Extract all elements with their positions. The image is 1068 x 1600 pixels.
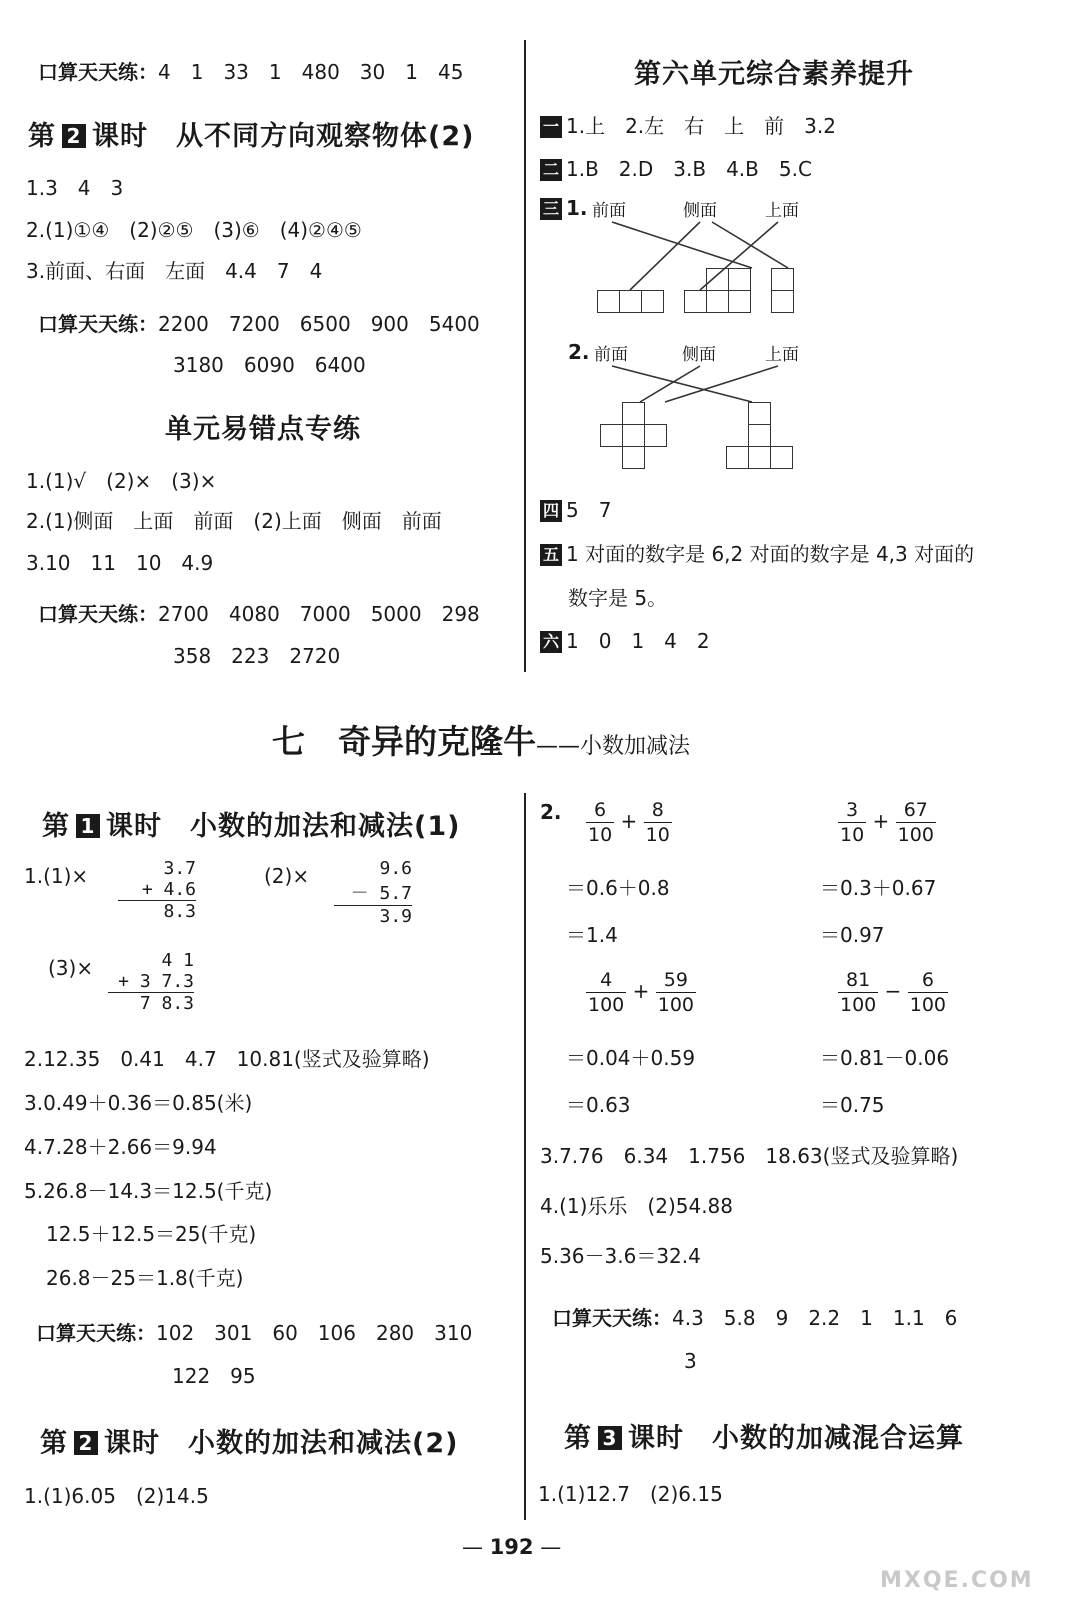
answer-line: 26.8－25＝1.8(千克) — [46, 1266, 244, 1290]
denominator: 100 — [897, 824, 934, 846]
unit6-review-title: 第六单元综合素养提升 — [634, 59, 914, 90]
matching-lines-diagram — [0, 0, 1068, 700]
kousuan-values-row2: 358 223 2720 — [173, 644, 341, 668]
answer-line: 5.26.8－14.3＝12.5(千克) — [24, 1179, 273, 1203]
calc-step: ＝1.4 — [566, 923, 618, 947]
calc-step: ＝0.3＋0.67 — [820, 876, 937, 900]
view-label: 侧面 — [683, 201, 717, 221]
operator: − — [884, 979, 902, 1003]
calc-operand: + 4.6 — [118, 879, 196, 901]
answer-text: 1 0 1 4 2 — [566, 629, 710, 653]
lesson-prefix: 第 — [40, 1428, 68, 1459]
chapter-heading — [272, 716, 690, 763]
denominator: 100 — [909, 994, 947, 1016]
answer-line: 2.(1)①④ (2)②⑤ (3)⑥ (4)②④⑤ — [26, 218, 362, 242]
lesson-title: 课时 从不同方向观察物体(2) — [92, 121, 475, 152]
numerator: 81 — [838, 968, 878, 993]
kousuan-values-row2: 122 95 — [172, 1364, 256, 1388]
section-marker: 五 — [540, 544, 562, 566]
calc-step: ＝0.6＋0.8 — [566, 876, 670, 900]
chapter-title: 七 奇异的克隆牛 — [272, 722, 536, 761]
answer-text: 1 对面的数字是 6,2 对面的数字是 4,3 对面的 — [566, 542, 975, 566]
calc-operand: 3.7 — [163, 858, 196, 879]
calc-step: ＝0.75 — [820, 1093, 885, 1117]
answer-line: 3.前面、右面 左面 4.4 7 4 — [26, 259, 323, 283]
calc-result: 3.9 — [379, 906, 412, 927]
answer-line: 3.10 11 10 4.9 — [26, 551, 214, 575]
vertical-calc-3 — [108, 950, 194, 1014]
numerator: 3 — [838, 798, 866, 823]
kousuan-label: 口算天天练： — [36, 1321, 156, 1345]
denominator: 100 — [657, 994, 695, 1016]
section-marker: 二 — [540, 159, 562, 181]
answer-text: 5 7 — [566, 498, 612, 522]
lesson3-heading — [564, 1416, 964, 1455]
lesson-number-badge: 3 — [598, 1426, 622, 1450]
sub-number: 1. — [566, 196, 588, 220]
answer-line: 2.(1)侧面 上面 前面 (2)上面 侧面 前面 — [26, 509, 442, 533]
vertical-calc-1 — [118, 858, 196, 922]
kousuan-line-5 — [552, 1302, 957, 1331]
answer-line: 1.3 4 3 — [26, 176, 124, 200]
answer-line: 2.12.35 0.41 4.7 10.81(竖式及验算略) — [24, 1047, 430, 1071]
review-answer-5 — [540, 538, 974, 567]
denominator: 10 — [645, 824, 670, 846]
denominator: 100 — [588, 994, 625, 1016]
review-answer-6 — [540, 625, 710, 654]
answer-line: 1.(1)6.05 (2)14.5 — [24, 1484, 209, 1508]
kousuan-values-row2: 3180 6090 6400 — [173, 353, 366, 377]
fraction-expr-4 — [838, 968, 948, 1017]
view-label: 上面 — [765, 345, 799, 365]
kousuan-values: 4.3 5.8 9 2.2 1 1.1 6 — [672, 1306, 958, 1330]
numerator: 8 — [644, 798, 672, 823]
kousuan-values: 4 1 33 1 480 30 1 45 — [158, 60, 464, 84]
fraction — [838, 968, 878, 1017]
fraction-expr-3 — [586, 968, 696, 1017]
calc-result: 7 8.3 — [139, 993, 194, 1014]
review-answer-4 — [540, 494, 611, 523]
fraction — [586, 968, 626, 1017]
answer-line: 3.0.49＋0.36＝0.85(米) — [24, 1091, 253, 1115]
section-marker: 四 — [540, 500, 562, 522]
unit-error-title: 单元易错点专练 — [165, 414, 361, 445]
operator: + — [632, 979, 650, 1003]
section-marker: 三 — [540, 198, 562, 220]
fraction-expr-2 — [838, 798, 936, 847]
calc-operand: － 5.7 — [334, 879, 412, 906]
view-label: 侧面 — [682, 345, 716, 365]
calc-step: ＝0.97 — [820, 923, 885, 947]
kousuan-values: 2200 7200 6500 900 5400 — [158, 312, 480, 336]
lesson-prefix: 第 — [42, 811, 70, 842]
numerator: 67 — [896, 798, 936, 823]
t-shape — [726, 402, 793, 469]
fraction — [656, 968, 696, 1017]
lesson1-heading — [42, 804, 460, 843]
side-view-shape — [684, 268, 751, 313]
top-view-shape — [771, 268, 794, 313]
q2-label: 2. — [540, 800, 562, 824]
calc-result: 8.3 — [163, 901, 196, 922]
calc-operand: + 3 7.3 — [108, 971, 194, 993]
lesson-prefix: 第 — [564, 1423, 592, 1454]
lesson-title: 课时 小数的加减混合运算 — [628, 1423, 964, 1454]
front-view-shape — [597, 290, 664, 313]
fraction-expr-1 — [586, 798, 672, 847]
answer-line: 1.(1)12.7 (2)6.15 — [538, 1482, 723, 1506]
numerator: 6 — [908, 968, 948, 993]
chapter-subtitle: ——小数加减法 — [536, 734, 691, 759]
fraction — [908, 968, 948, 1017]
lesson-number-badge: 2 — [62, 124, 86, 148]
fraction — [586, 798, 614, 847]
answer-line: 4.7.28＋2.66＝9.94 — [24, 1135, 217, 1159]
column-divider — [524, 793, 526, 1520]
view-label: 上面 — [765, 201, 799, 221]
operator: + — [872, 809, 890, 833]
numerator: 6 — [586, 798, 614, 823]
cross-shape — [600, 402, 667, 469]
q1-3-label: (3)× — [48, 956, 94, 980]
kousuan-label: 口算天天练： — [38, 60, 158, 84]
calc-step: ＝0.04＋0.59 — [566, 1046, 696, 1070]
answer-line: 5.36－3.6＝32.4 — [540, 1244, 701, 1268]
kousuan-label: 口算天天练： — [38, 602, 158, 626]
q1-2-label: (2)× — [264, 864, 310, 888]
q1-label: 1.(1)× — [24, 864, 89, 888]
fraction — [644, 798, 672, 847]
lesson-title: 课时 小数的加法和减法(2) — [104, 1428, 459, 1459]
kousuan-label: 口算天天练： — [552, 1306, 672, 1330]
lesson2b-heading — [40, 1421, 458, 1460]
fraction — [838, 798, 866, 847]
numerator: 59 — [656, 968, 696, 993]
kousuan-values-row2: 3 — [684, 1349, 697, 1373]
view-label: 前面 — [594, 345, 628, 365]
denominator: 100 — [840, 994, 877, 1016]
page-number: — 192 — — [462, 1535, 562, 1559]
denominator: 10 — [588, 824, 613, 846]
kousuan-label: 口算天天练： — [38, 312, 158, 336]
answer-text: 1.上 2.左 右 上 前 3.2 — [566, 114, 836, 138]
answer-line: 3.7.76 6.34 1.756 18.63(竖式及验算略) — [540, 1144, 959, 1168]
kousuan-line-4 — [36, 1317, 472, 1346]
kousuan-values: 2700 4080 7000 5000 298 — [158, 602, 480, 626]
denominator: 10 — [840, 824, 865, 846]
fraction — [896, 798, 936, 847]
watermark: MXQE.COM — [880, 1568, 1034, 1593]
answer-text: 1.B 2.D 3.B 4.B 5.C — [566, 157, 812, 181]
view-label: 前面 — [592, 201, 626, 221]
answer-line: 12.5＋12.5＝25(千克) — [46, 1222, 257, 1246]
operator: + — [620, 809, 638, 833]
page-number-value: 192 — [489, 1535, 534, 1559]
lesson-prefix: 第 — [28, 121, 56, 152]
calc-operand: 9.6 — [379, 858, 412, 879]
calc-step: ＝0.81－0.06 — [820, 1046, 950, 1070]
numerator: 4 — [586, 968, 626, 993]
section-marker: 六 — [540, 631, 562, 653]
section-marker: 一 — [540, 116, 562, 138]
lesson-title: 课时 小数的加法和减法(1) — [106, 811, 461, 842]
answer-line: 4.(1)乐乐 (2)54.88 — [540, 1194, 733, 1218]
calc-step: ＝0.63 — [566, 1093, 631, 1117]
lesson-number-badge: 1 — [76, 814, 100, 838]
review-answer-3b — [568, 340, 590, 364]
lesson-number-badge: 2 — [74, 1431, 98, 1455]
calc-operand: 4 1 — [161, 950, 194, 971]
answer-line: 1.(1)√ (2)× (3)× — [26, 469, 217, 493]
sub-number: 2. — [568, 340, 590, 364]
answer-text-cont: 数字是 5。 — [568, 586, 668, 610]
vertical-calc-2 — [334, 858, 412, 927]
kousuan-values: 102 301 60 106 280 310 — [156, 1321, 473, 1345]
